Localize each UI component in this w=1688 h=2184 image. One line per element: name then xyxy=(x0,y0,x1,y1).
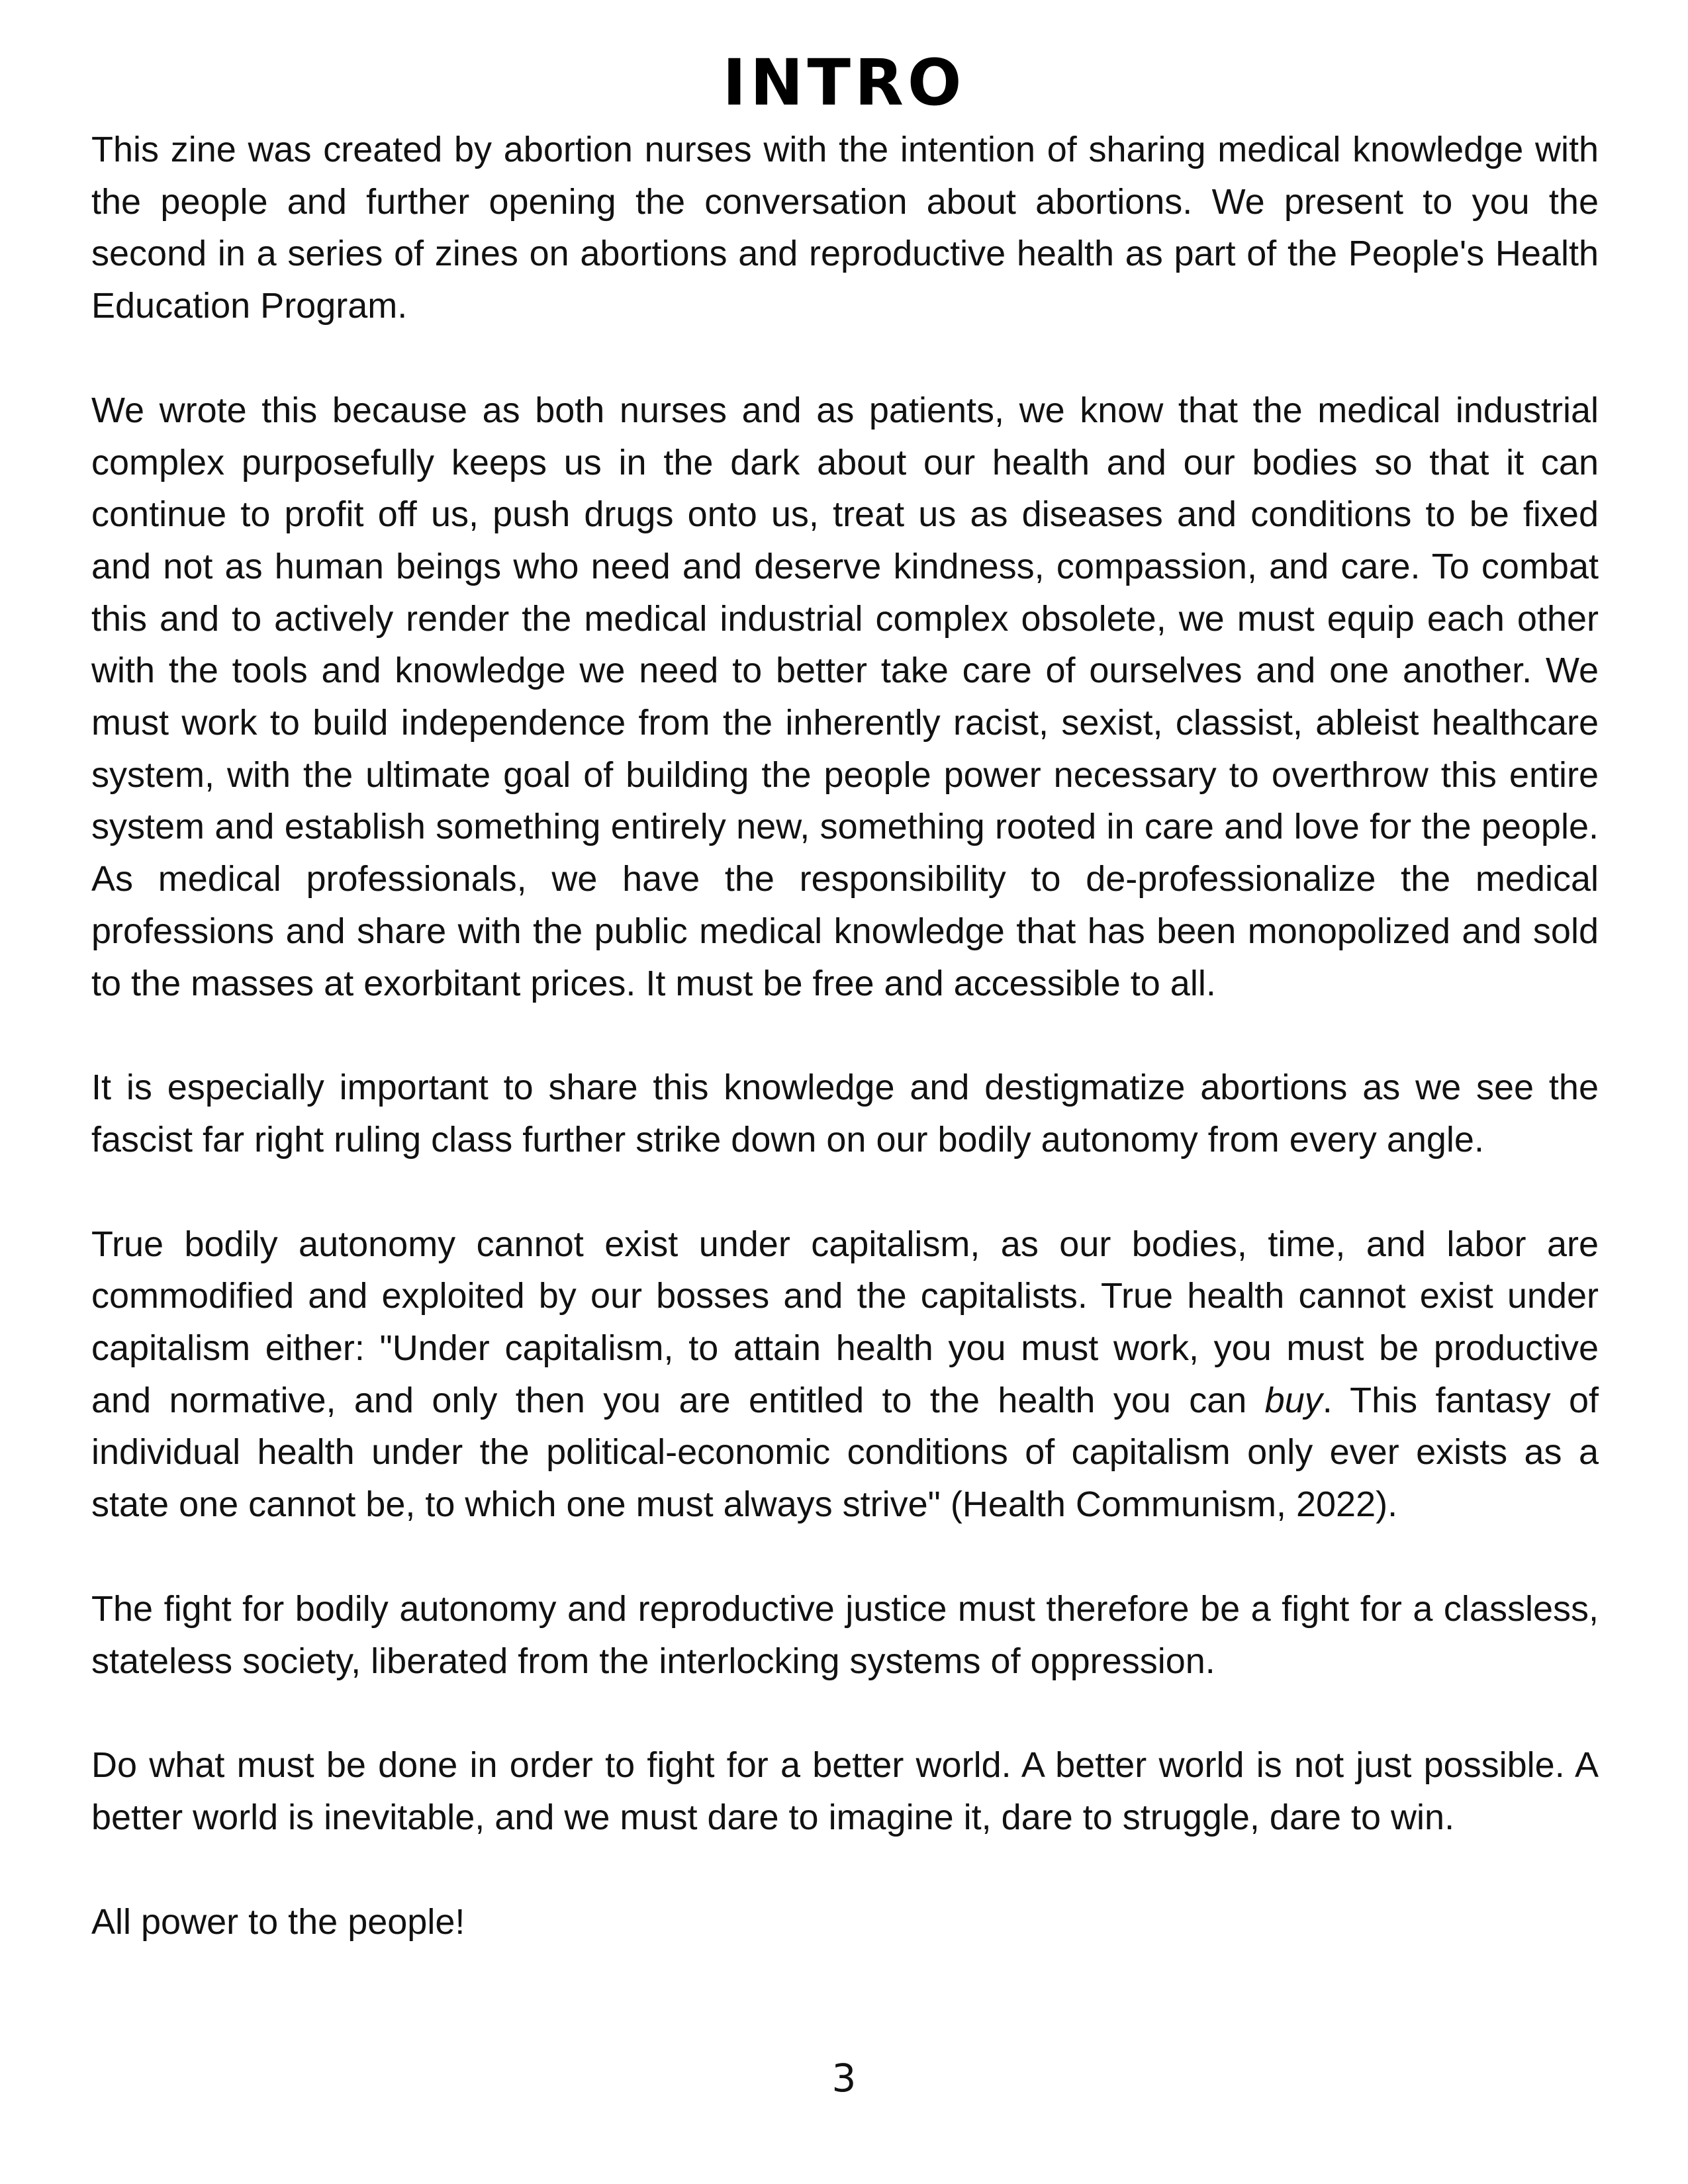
paragraph-bodily-autonomy-part-1: True bodily autonomy cannot exist under capitalism, as our bodies, time, and labor are commodified and exploited by our bosses and the capitalists. True health cannot exist under capitalism either: "Under capitalism, to attain health you must work, you must be productive and normative, and only then you are entitled to the health you can xyxy=(91,1224,1599,1420)
page-title: INTRO xyxy=(722,46,966,120)
page-number: 3 xyxy=(831,2056,857,2101)
paragraph-classless-society: The fight for bodily autonomy and reproductive justice must therefore be a fight for a classless, stateless society, liberated from the interlocking systems of oppression. xyxy=(91,1588,1599,1681)
paragraph-destigmatize: It is especially important to share this knowledge and destigmatize abortions as we see the fascist far right ruling class further strike down on our bodily autonomy from every angle. xyxy=(91,1068,1599,1160)
paragraph-why-we-wrote: We wrote this because as both nurses and as patients, we know that the medical industrial complex purposefully keeps us in the dark about our health and our bodies so that it can continue to profit off us, push drugs onto us, treat us as diseases and conditions to be fixed and not as human beings who need and deserve kindness, compassion, and care. To combat this and to actively render the medical industrial complex obsolete, we must equip each other with the tools and knowledge we need to better take care of ourselves and one another. We must work to build independence from the inherently racist, sexist, classist, ableist healthcare system, with the ultimate goal of building the people power necessary to overthrow this entire system and establish something entirely new, something rooted in care and love for the people. As medical professionals, we have the responsibility to de-professionalize the medical professions and share with the public medical knowledge that has been monopolized and sold to the masses at exorbitant prices. It must be free and accessible to all. xyxy=(91,390,1599,1003)
paragraph-bodily-autonomy xyxy=(91,1218,1599,1531)
paragraph-intro: This zine was created by abortion nurses with the intention of sharing medical knowledge with the people and further opening the conversation about abortions. We present to you the second in a series of zines on abortions and reproductive health as part of the People's Health Education Program. xyxy=(91,130,1599,326)
paragraph-bodily-autonomy-part-2: . This fantasy of individual health under the political-economic conditions of capitalism only ever exists as a state one cannot be, to which one must always strive" (Health Communism, 2022). xyxy=(91,1380,1599,1525)
paragraph-closing: All power to the people! xyxy=(91,1901,465,1942)
body-text xyxy=(91,124,1599,1948)
paragraph-bodily-autonomy-italic: buy xyxy=(1264,1380,1323,1420)
paragraph-better-world: Do what must be done in order to fight for a better world. A better world is not just possible. A better world is inevitable, and we must dare to imagine it, dare to struggle, dare to win. xyxy=(91,1745,1599,1837)
